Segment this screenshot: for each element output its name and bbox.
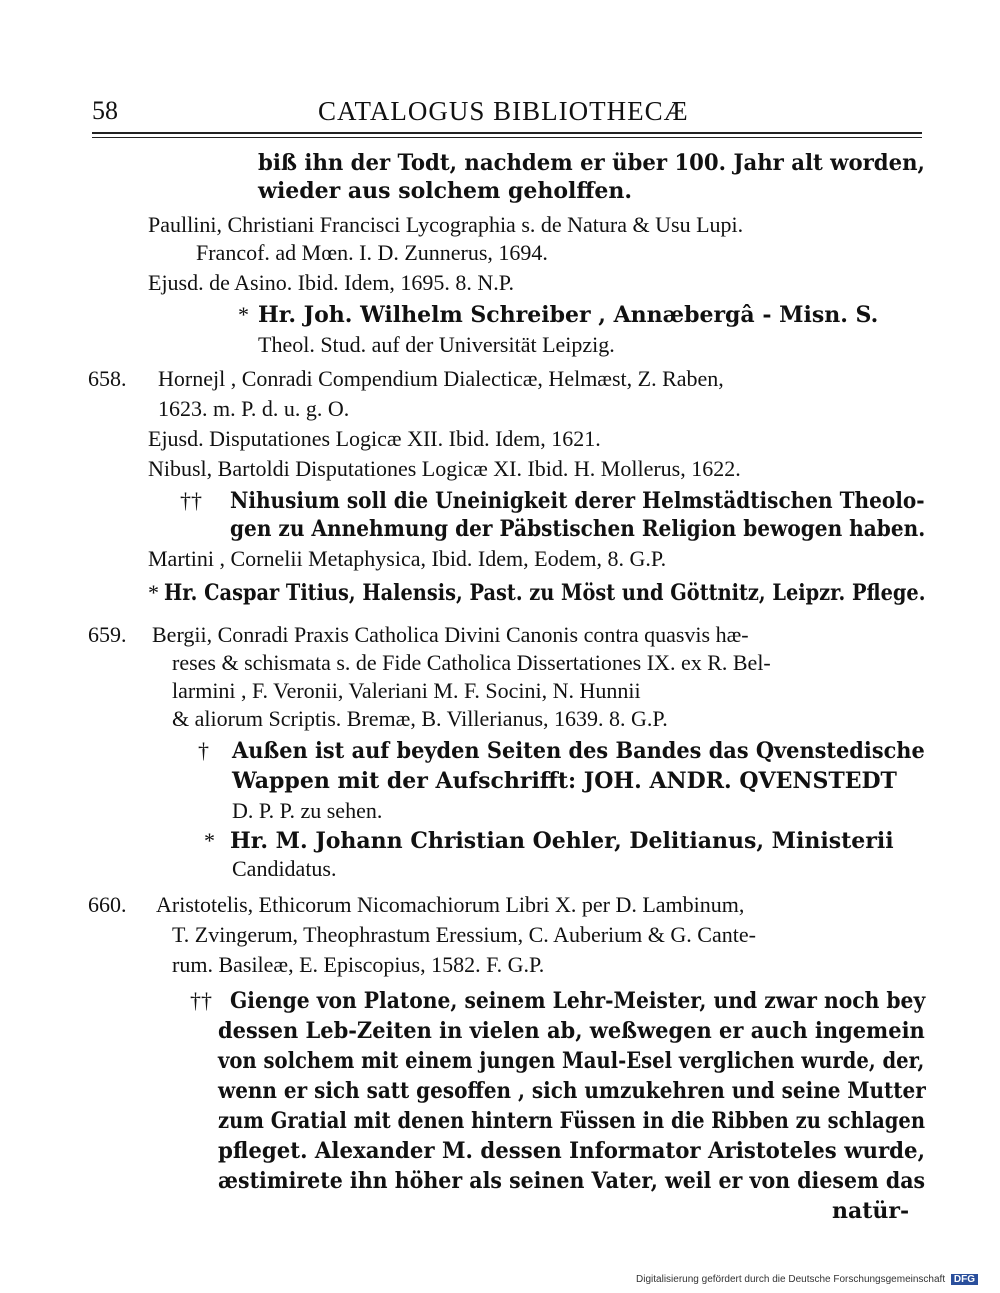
text-line: Hr. Joh. Wilhelm Schreiber , Annæbergâ - Misn. S. (258, 302, 879, 328)
text-line: Nibusl, Bartoldi Disputationes Logicæ XI. Ibid. H. Mollerus, 1622. (148, 456, 741, 481)
text-line: zum Gratial mit denen hintern Füssen in die Ribben zu schlagen (218, 1108, 926, 1134)
text-line: Ejusd. Disputationes Logicæ XII. Ibid. Idem, 1621. (148, 426, 601, 451)
text-line: Hornejl , Conradi Compendium Dialecticæ, Helmæst, Z. Raben, (158, 366, 724, 391)
dagger-mark: † (198, 738, 209, 763)
double-dagger-mark: †† (190, 988, 212, 1013)
text-line: 1623. m. P. d. u. g. O. (158, 396, 350, 421)
text-line: Nihusium soll die Uneinigkeit derer Helmstädtischen Theolo- (230, 488, 925, 514)
text-line: von solchem mit einem jungen Maul-Esel verglichen wurde, der, (218, 1048, 925, 1074)
text-line: Candidatus. (232, 856, 337, 881)
dfg-logo: DFG (951, 1274, 978, 1285)
text-line: dessen Leb-Zeiten in vielen ab, weßwegen er auch ingemein (218, 1018, 925, 1044)
entry-number: 659. (88, 622, 127, 647)
header-rule-thin (92, 137, 922, 138)
text-line: Theol. Stud. auf der Universität Leipzig. (258, 332, 615, 357)
asterisk-mark: * (204, 828, 215, 853)
text-line: Francof. ad Mœn. I. D. Zunnerus, 1694. (196, 240, 548, 265)
text-line: & aliorum Scriptis. Bremæ, B. Villerianus, 1639. 8. G.P. (172, 706, 668, 731)
text-line: Martini , Cornelii Metaphysica, Ibid. Idem, Eodem, 8. G.P. (148, 546, 667, 571)
text-line: D. P. P. zu sehen. (232, 798, 383, 823)
footer-text: Digitalisierung gefördert durch die Deutsche Forschungsgemeinschaft (636, 1274, 946, 1285)
asterisk-mark: * (148, 580, 159, 605)
asterisk-mark: * (238, 302, 249, 327)
text-line: Hr. Caspar Titius, Halensis, Past. zu Möst und Göttnitz, Leipzr. Pflege. (164, 580, 926, 606)
text-line: gen zu Annehmung der Päbstischen Religion bewogen haben. (230, 516, 926, 542)
text-line: Wappen mit der Aufschrifft: JOH. ANDR. QVENSTEDT (232, 768, 897, 794)
text-line: Außen ist auf beyden Seiten des Bandes das Qvenstedische (232, 738, 925, 764)
entry-number: 658. (88, 366, 127, 391)
text-line: wieder aus solchem geholffen. (258, 178, 633, 204)
text-line: reses & schismata s. de Fide Catholica Dissertationes IX. ex R. Bel- (172, 650, 771, 675)
text-line: wenn er sich satt gesoffen , sich umzukehren und seine Mutter (218, 1078, 926, 1104)
text-line: Gienge von Platone, seinem Lehr-Meister, und zwar noch bey (230, 988, 926, 1014)
text-line: Hr. M. Johann Christian Oehler, Delitianus, Ministerii (230, 828, 894, 854)
text-line: Paullini, Christiani Francisci Lycographia s. de Natura & Usu Lupi. (148, 212, 744, 237)
text-line: pfleget. Alexander M. dessen Informator Aristoteles wurde, (218, 1138, 925, 1164)
text-line: biß ihn der Todt, nachdem er über 100. Jahr alt worden, (258, 150, 925, 176)
catchword: natür- (832, 1198, 910, 1224)
text-line: larmini , F. Veronii, Valeriani M. F. Socini, N. Hunnii (172, 678, 641, 703)
entry-number: 660. (88, 892, 127, 917)
text-line: Bergii, Conradi Praxis Catholica Divini Canonis contra quasvis hæ- (152, 622, 749, 647)
text-line: Aristotelis, Ethicorum Nicomachiorum Libri X. per D. Lambinum, (156, 892, 745, 917)
double-dagger-mark: †† (180, 488, 202, 513)
text-line: rum. Basileæ, E. Episcopius, 1582. F. G.P. (172, 952, 545, 977)
running-title: CATALOGUS BIBLIOTHECÆ (318, 96, 689, 126)
footer-credit (636, 1274, 978, 1285)
text-line: æstimirete ihn höher als seinen Vater, weil er von diesem das (218, 1168, 926, 1194)
header-rule (92, 132, 922, 134)
page-number: 58 (92, 96, 118, 125)
text-line: Ejusd. de Asino. Ibid. Idem, 1695. 8. N.P. (148, 270, 515, 295)
text-line: T. Zvingerum, Theophrastum Eressium, C. Auberium & G. Cante- (172, 922, 756, 947)
